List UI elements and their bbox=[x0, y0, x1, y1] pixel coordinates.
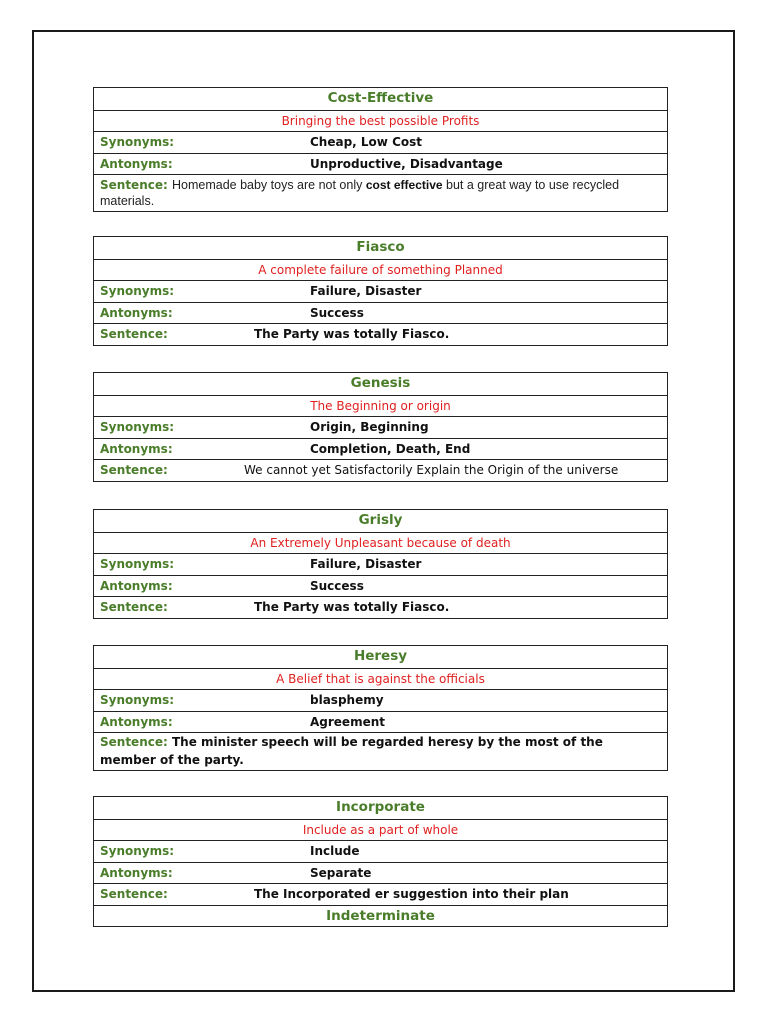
word-title: Heresy bbox=[353, 648, 408, 664]
synonyms-value: Failure, Disaster bbox=[310, 557, 422, 571]
vocab-card-grisly bbox=[93, 509, 668, 619]
word-title: Incorporate bbox=[336, 799, 425, 815]
word-title: Fiasco bbox=[356, 239, 405, 255]
next-word-title: Indeterminate bbox=[94, 905, 667, 927]
sentence-value: The Incorporated er suggestion into their plan bbox=[254, 887, 569, 901]
synonyms-value: Include bbox=[310, 844, 360, 858]
vocab-card-heresy bbox=[93, 645, 668, 771]
sentence-text-start: Homemade baby toys are not only bbox=[171, 178, 366, 192]
vocab-card-cost-effective bbox=[93, 87, 668, 212]
synonyms-label: Synonyms: bbox=[100, 844, 175, 858]
synonyms-label: Synonyms: bbox=[100, 135, 175, 149]
antonyms-value: Separate bbox=[310, 865, 372, 880]
antonyms-value: Agreement bbox=[310, 714, 385, 729]
word-title: Genesis bbox=[350, 375, 411, 391]
antonyms-row bbox=[94, 711, 667, 733]
sentence-label: Sentence: bbox=[100, 178, 168, 192]
synonyms-row bbox=[94, 840, 667, 862]
antonyms-row bbox=[94, 438, 667, 460]
antonyms-label: Antonyms: bbox=[100, 865, 173, 880]
antonyms-row bbox=[94, 575, 667, 597]
sentence-value: We cannot yet Satisfactorily Explain the Origin of the universe bbox=[244, 463, 619, 477]
synonyms-row bbox=[94, 131, 667, 153]
sentence-row bbox=[94, 732, 667, 770]
synonyms-value: Origin, Beginning bbox=[310, 420, 429, 434]
word-meaning: Bringing the best possible Profits bbox=[94, 110, 667, 132]
synonyms-value: blasphemy bbox=[310, 693, 384, 707]
synonyms-value: Cheap, Low Cost bbox=[310, 135, 422, 149]
word-title: Cost-Effective bbox=[327, 90, 434, 106]
vocab-card-fiasco bbox=[93, 236, 668, 346]
sentence-value: The Party was totally Fiasco. bbox=[254, 327, 450, 341]
sentence-label: Sentence: bbox=[100, 600, 168, 614]
sentence-emphasis: cost effective bbox=[365, 178, 443, 192]
synonyms-label: Synonyms: bbox=[100, 693, 175, 707]
sentence-text-end: but a great way to use recycled materials. bbox=[100, 178, 620, 208]
word-meaning: An Extremely Unpleasant because of death bbox=[94, 532, 667, 554]
antonyms-value: Completion, Death, End bbox=[310, 441, 471, 456]
antonyms-label: Antonyms: bbox=[100, 305, 173, 320]
word-meaning: Include as a part of whole bbox=[94, 819, 667, 841]
sentence-value: The minister speech will be regarded heresy by the most of the member of the party. bbox=[100, 735, 603, 767]
synonyms-row bbox=[94, 280, 667, 302]
synonyms-row bbox=[94, 689, 667, 711]
sentence-label: Sentence: bbox=[100, 735, 168, 749]
vocab-card-genesis bbox=[93, 372, 668, 482]
synonyms-label: Synonyms: bbox=[100, 284, 175, 298]
sentence-row bbox=[94, 883, 667, 905]
sentence-row bbox=[94, 174, 667, 211]
antonyms-value: Success bbox=[310, 305, 364, 320]
word-meaning: The Beginning or origin bbox=[94, 395, 667, 417]
sentence-label: Sentence: bbox=[100, 887, 168, 901]
antonyms-value: Unproductive, Disadvantage bbox=[310, 156, 503, 171]
antonyms-label: Antonyms: bbox=[100, 156, 173, 171]
antonyms-row bbox=[94, 302, 667, 324]
synonyms-label: Synonyms: bbox=[100, 557, 175, 571]
synonyms-label: Synonyms: bbox=[100, 420, 175, 434]
word-meaning: A Belief that is against the officials bbox=[94, 668, 667, 690]
sentence-row bbox=[94, 323, 667, 345]
antonyms-label: Antonyms: bbox=[100, 714, 173, 729]
synonyms-value: Failure, Disaster bbox=[310, 284, 422, 298]
sentence-value: The Party was totally Fiasco. bbox=[254, 600, 450, 614]
sentence-row bbox=[94, 459, 667, 481]
antonyms-row bbox=[94, 862, 667, 884]
sentence-label: Sentence: bbox=[100, 463, 168, 477]
sentence-label: Sentence: bbox=[100, 327, 168, 341]
synonyms-row bbox=[94, 553, 667, 575]
word-meaning: A complete failure of something Planned bbox=[94, 259, 667, 281]
synonyms-row bbox=[94, 416, 667, 438]
antonyms-value: Success bbox=[310, 578, 364, 593]
word-title: Grisly bbox=[358, 512, 403, 528]
antonyms-label: Antonyms: bbox=[100, 441, 173, 456]
vocab-card-incorporate bbox=[93, 796, 668, 927]
antonyms-label: Antonyms: bbox=[100, 578, 173, 593]
sentence-row bbox=[94, 596, 667, 618]
antonyms-row bbox=[94, 153, 667, 175]
